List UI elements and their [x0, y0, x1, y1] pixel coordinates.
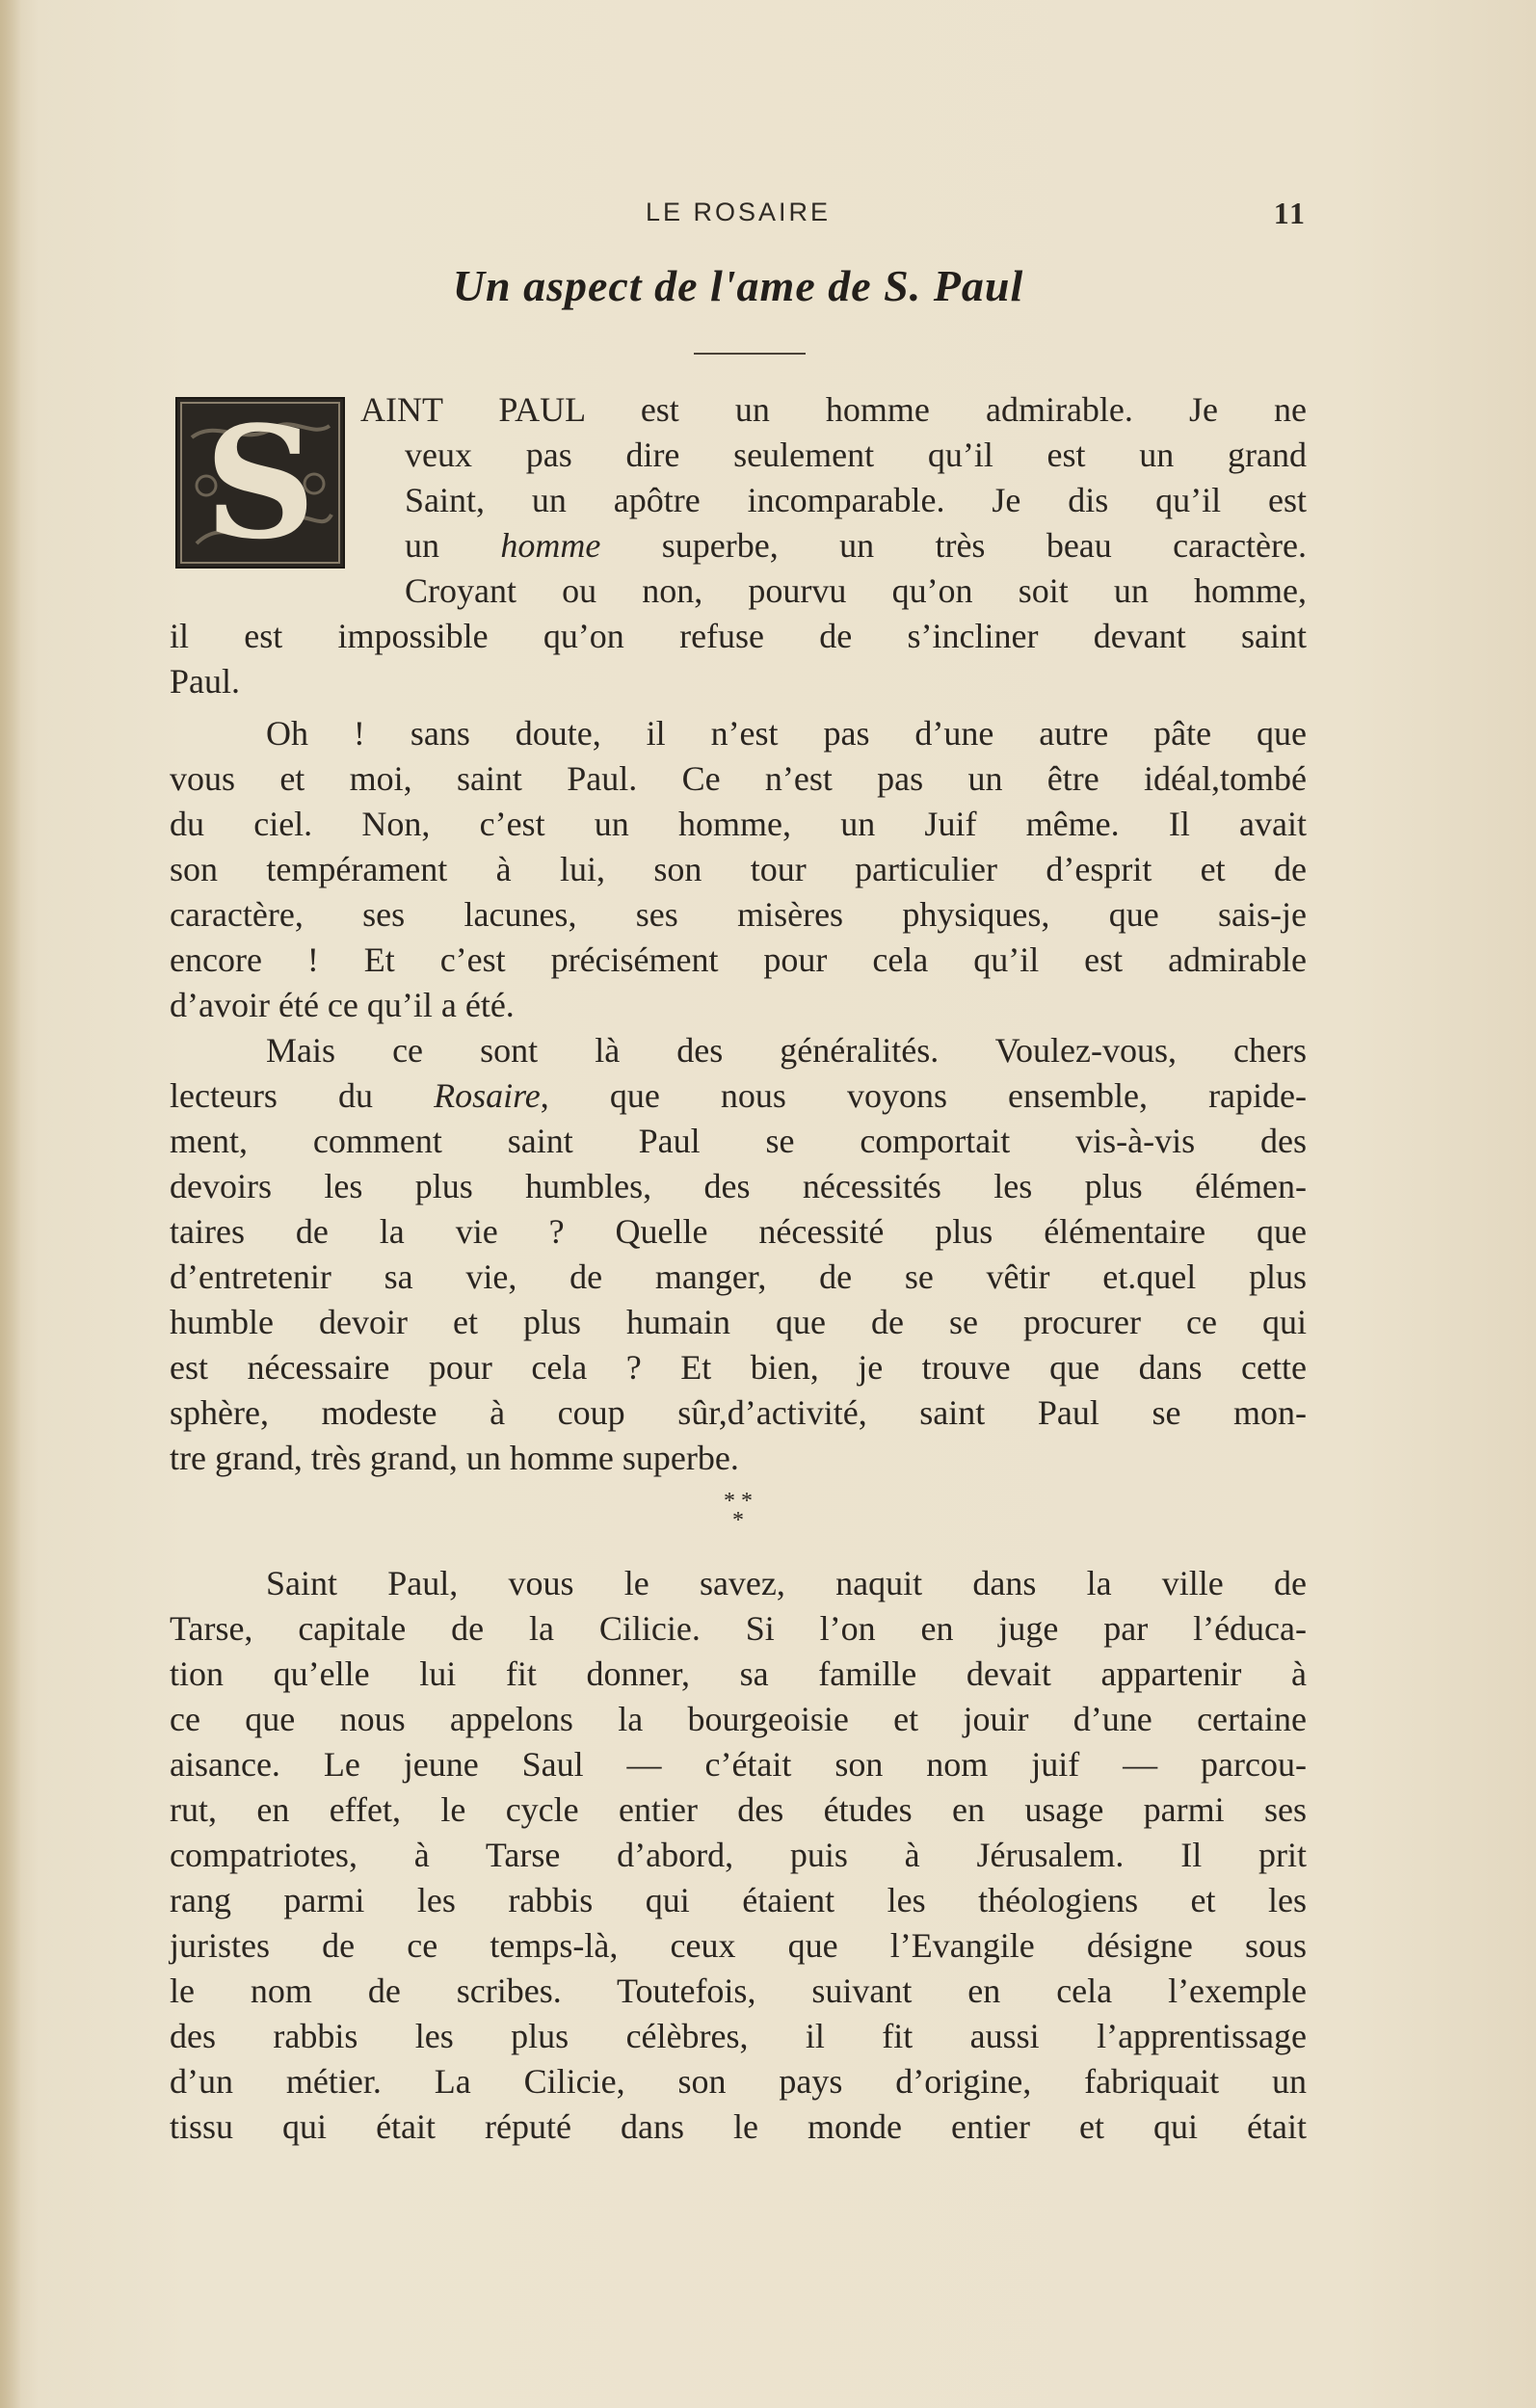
text-line: Paul.: [170, 662, 241, 701]
page-number: 11: [1273, 196, 1307, 230]
text-line: des rabbis les plus célèbres, il fit aussi l’apprentissage: [170, 2017, 1307, 2055]
dinkus-bottom: *: [732, 1508, 744, 1533]
text-line: rut, en effet, le cycle entier des études en usage parmi ses: [170, 1790, 1307, 1829]
text-line: est nécessaire pour cela ? Et bien, je trouve que dans cette: [170, 1348, 1307, 1387]
text-line: Saint Paul, vous le savez, naquit dans la ville de: [266, 1564, 1307, 1602]
text-line: le nom de scribes. Toutefois, suivant en cela l’exemple: [170, 1971, 1307, 2010]
text-fragment: superbe, un très beau caractère.: [600, 526, 1308, 565]
text-line: tion qu’elle lui fit donner, sa famille devait appartenir à: [170, 1654, 1307, 1693]
paragraph-3: [170, 1028, 1307, 1481]
text-line: taires de la vie ? Quelle nécessité plus élémentaire que: [170, 1212, 1307, 1251]
chapter-title: Un aspect de l'ame de S. Paul: [452, 261, 1024, 310]
text-line: veux pas dire seulement qu’il est un grand: [405, 436, 1307, 474]
dinkus-top: * *: [724, 1489, 753, 1514]
text-line: caractère, ses lacunes, ses misères physiques, que sais-je: [170, 895, 1307, 934]
text-line: son tempérament à lui, son tour particulier d’esprit et de: [170, 850, 1307, 888]
text-line: encore ! Et c’est précisément pour cela qu’il est admirable: [170, 940, 1307, 979]
italic-word: homme: [500, 526, 601, 565]
text-line: tre grand, très grand, un homme superbe.: [170, 1439, 739, 1477]
text-line: AINT PAUL est un homme admirable. Je ne: [360, 390, 1307, 429]
text-line: Croyant ou non, pourvu qu’on soit un homme,: [405, 571, 1307, 610]
text-line: il est impossible qu’on refuse de s’incliner devant saint: [170, 617, 1307, 655]
running-title: LE ROSAIRE: [645, 198, 832, 226]
text-line: [170, 1073, 1307, 1119]
italic-word: Rosaire: [434, 1076, 541, 1115]
text-line: compatriotes, à Tarse d’abord, puis à Jérusalem. Il prit: [170, 1836, 1307, 1874]
text-fragment: , que nous voyons ensemble, rapide-: [540, 1076, 1308, 1115]
text-line: ment, comment saint Paul se comportait vis-à-vis des: [170, 1122, 1307, 1160]
text-line: devoirs les plus humbles, des nécessités les plus élémen-: [170, 1167, 1307, 1205]
paragraph-1: [170, 387, 1307, 704]
text-line: d’avoir été ce qu’il a été.: [170, 986, 515, 1024]
text-line: Mais ce sont là des généralités. Voulez-vous, chers: [266, 1031, 1307, 1070]
paragraph-4: [170, 1561, 1307, 2150]
text-fragment: lecteurs du: [170, 1076, 435, 1115]
text-line: [405, 523, 1307, 569]
text-fragment: un: [405, 526, 501, 565]
text-line: vous et moi, saint Paul. Ce n’est pas un être idéal,tombé: [170, 759, 1307, 798]
text-line: ce que nous appelons la bourgeoisie et jouir d’une certaine: [170, 1700, 1307, 1738]
text-line: d’entretenir sa vie, de manger, de se vêtir et.quel plus: [170, 1257, 1307, 1296]
text-line: du ciel. Non, c’est un homme, un Juif même. Il avait: [170, 805, 1307, 843]
text-line: Saint, un apôtre incomparable. Je dis qu’il est: [405, 481, 1307, 519]
running-header: [170, 198, 1307, 236]
text-line: Oh ! sans doute, il n’est pas d’une autre pâte que: [266, 714, 1307, 753]
text-line: Tarse, capitale de la Cilicie. Si l’on en juge par l’éduca-: [170, 1609, 1307, 1648]
text-line: aisance. Le jeune Saul — c’était son nom juif — parcou-: [170, 1745, 1307, 1784]
text-line: sphère, modeste à coup sûr,d’activité, saint Paul se mon-: [170, 1393, 1307, 1432]
text-line: juristes de ce temps-là, ceux que l’Evangile désigne sous: [170, 1926, 1307, 1965]
text-line: tissu qui était réputé dans le monde entier et qui était: [170, 2107, 1307, 2146]
dropcap-letter: S: [204, 397, 316, 569]
text-line: d’un métier. La Cilicie, son pays d’origine, fabriquait un: [170, 2062, 1307, 2101]
text-line: rang parmi les rabbis qui étaient les théologiens et les: [170, 1881, 1307, 1919]
section-break: [170, 1489, 1307, 1540]
title-rule: [694, 353, 806, 355]
text-line: humble devoir et plus humain que de se procurer ce qui: [170, 1303, 1307, 1341]
paragraph-2: [170, 711, 1307, 1028]
